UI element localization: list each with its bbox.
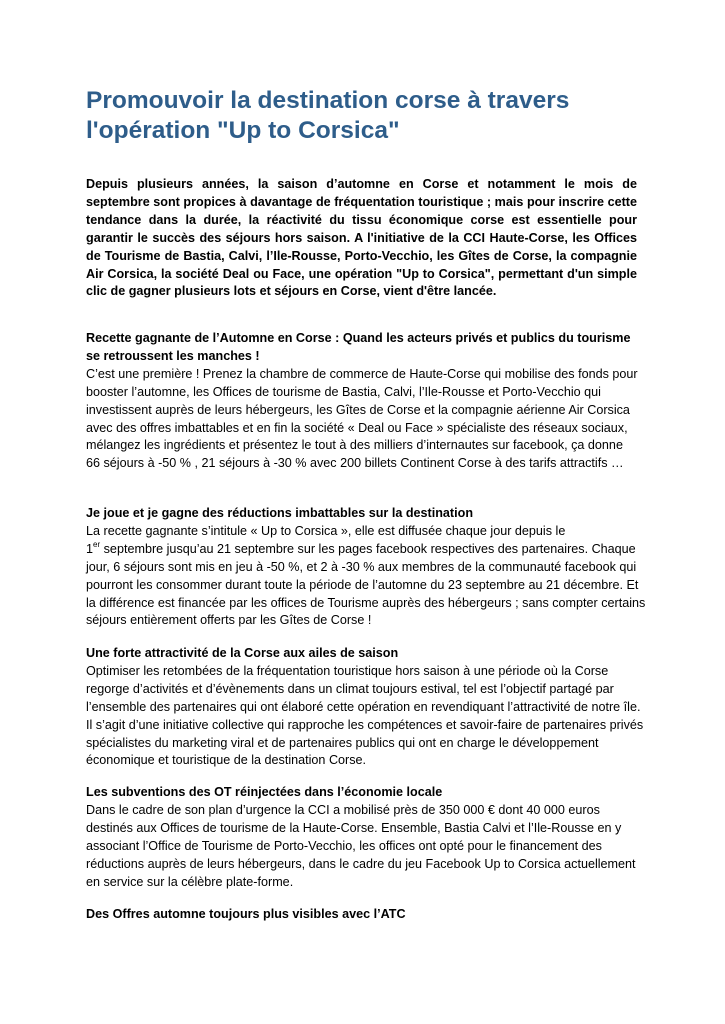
section-body: Dans le cadre de son plan d’urgence la CCI a mobilisé près de 350 000 € dont 40 000 euros destinés aux Offices de tourisme de la Haute-Corse. Ensemble, Bastia Calvi et l’Ile-Rousse en y associant l’Office de Tourisme de Porto-Vecchio, les offices ont opté pour le financement des réductions auprès de leurs hébergeurs, dans le cadre du jeu Facebook Up to Corsica actuellement en service sur la célèbre plate-forme. (86, 802, 636, 889)
section-heading: Les subventions des OT réinjectées dans l’économie locale (86, 785, 443, 799)
ordinal-suffix: er (93, 539, 101, 549)
section-heading: Une forte attractivité de la Corse aux ailes de saison (86, 646, 399, 660)
section-offres-automne (86, 906, 646, 924)
page-title: Promouvoir la destination corse à travers l'opération "Up to Corsica" (86, 87, 570, 144)
section-recette-gagnante (86, 330, 646, 473)
body-text-b: septembre jusqu’au 21 septembre sur les pages facebook respectives des partenaires. Chaque jour, 6 séjours sont mis en jeu à -50 %, et 2 à -30 % aux membres de la communauté facebook qui pourront les consommer durant toute la période de l’automne du 23 septembre au 21 décembre. Et la différence est financée par les offices de Tourisme auprès des hébergeurs ; sans compter certains séjours entièrement offerts par les Gîtes de Corse ! (86, 541, 646, 628)
section-je-joue (86, 505, 646, 630)
body-text-a: La recette gagnante s’intitule « Up to Corsica », elle est diffusée chaque jour depuis le (86, 523, 566, 538)
section-subventions (86, 784, 646, 891)
section-body (86, 523, 646, 630)
intro-paragraph: Depuis plusieurs années, la saison d’automne en Corse et notamment le mois de septembre sont propices à davantage de fréquentation touristique ; mais pour inscrire cette tendance dans la durée, la réactivité du tissu économique corse est essentielle pour garantir le succès des séjours hors saison. A l'initiative de la CCI Haute-Corse, les Offices de Tourisme de Bastia, Calvi, l’Ile-Rousse, Porto-Vecchio, les Gîtes de Corse, la compagnie Air Corsica, la société Deal ou Face, une opération "Up to Corsica", permettant d'un simple clic de gagner plusieurs lots et séjours en Corse, vient d'être lancée. (86, 177, 637, 299)
section-heading: Je joue et je gagne des réductions imbattables sur la destination (86, 506, 474, 520)
section-body: Optimiser les retombées de la fréquentation touristique hors saison à une période où la Corse regorge d’activités et d’évènements dans un climat toujours estival, tel est l’objectif partagé par l’ensemble des partenaires qui ont élaboré cette opération en revendiquant l’attractivité de notre île. Il s’agit d’une initiative collective qui rapproche les compétences et savoir-faire de partenaires privés spécialistes du marketing viral et de partenaires publics qui ont en charge le développement économique et touristique de la destination Corse. (86, 663, 644, 768)
section-body-offers: 66 séjours à -50 % , 21 séjours à -30 % avec 200 billets Continent Corse à des tarifs attractifs … (86, 456, 624, 471)
section-heading: Des Offres automne toujours plus visibles avec l’ATC (86, 907, 406, 921)
section-forte-attractivite (86, 645, 646, 770)
section-body: C’est une première ! Prenez la chambre de commerce de Haute-Corse qui mobilise des fonds pour booster l’automne, les Offices de tourisme de Bastia, Calvi, l’Ile-Rousse et Porto-Vecchio qui investissent auprès de leurs hébergeurs, les Gîtes de Corse et la compagnie aérienne Air Corsica avec des offres imbattables et en fin la société « Deal ou Face » spécialiste des réseaux sociaux, mélangez les ingrédients et présentez le tout à des milliers d’internautes sur facebook, ça donne (86, 366, 638, 453)
body-ordinal: 1 (86, 541, 94, 556)
section-heading: Recette gagnante de l’Automne en Corse : Quand les acteurs privés et publics du tourisme se retroussent les manches ! (86, 331, 631, 363)
